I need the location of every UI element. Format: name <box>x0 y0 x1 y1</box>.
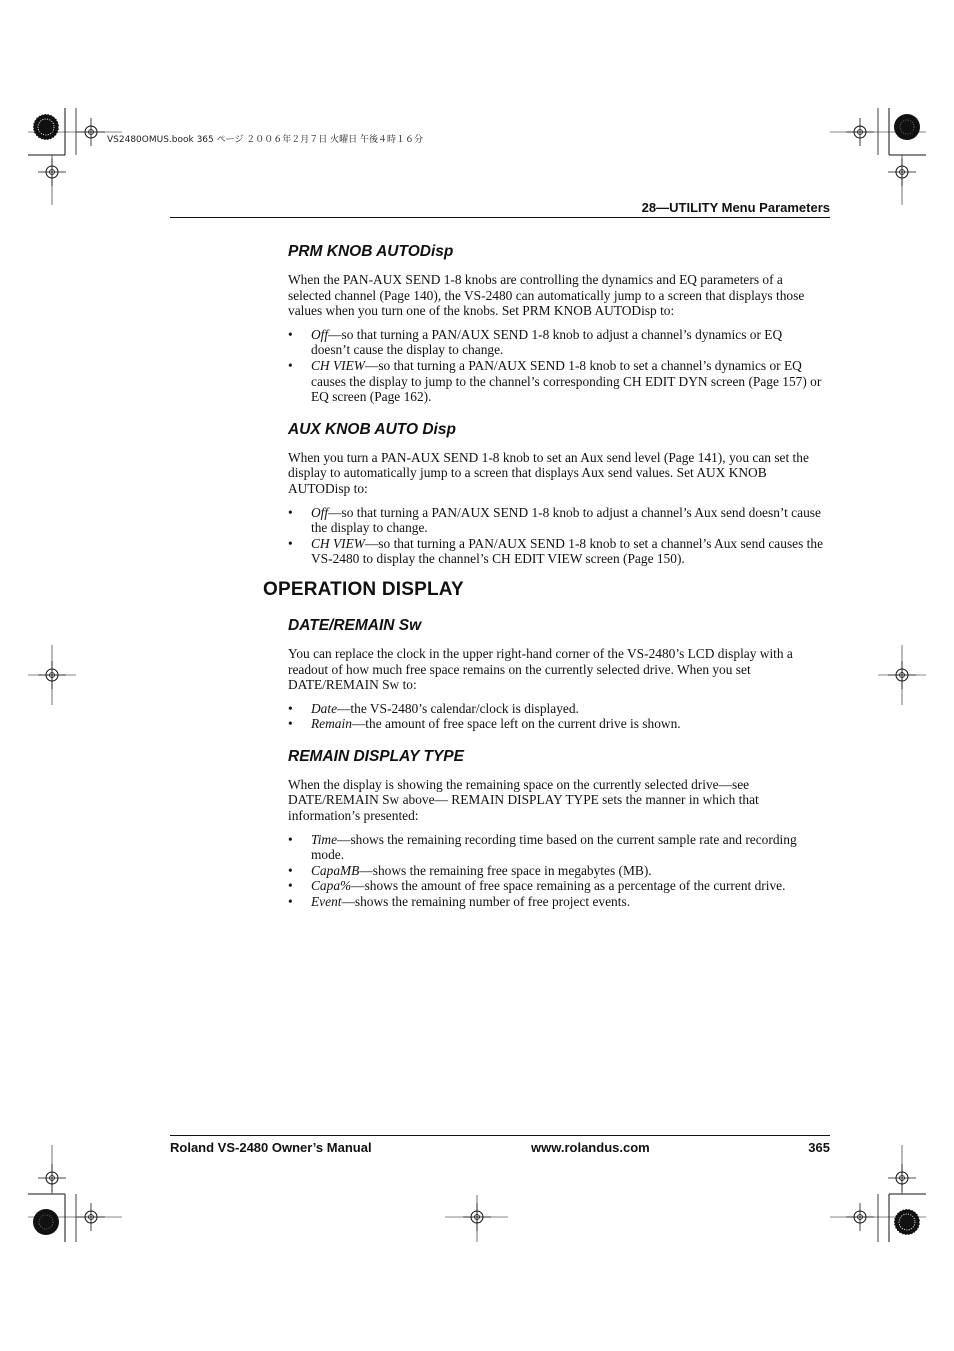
item-text: —shows the amount of free space remaining as a percentage of the current drive. <box>351 878 786 894</box>
section-title: AUX KNOB AUTO Disp <box>288 420 456 438</box>
bullet-glyph: • <box>288 700 293 716</box>
bullet-list <box>288 505 823 567</box>
bullet-glyph: • <box>288 504 293 520</box>
header-rule <box>170 217 830 218</box>
item-text: —so that turning a PAN/AUX SEND 1-8 knob to adjust a channel’s Aux send doesn’t cause the display to change. <box>311 504 821 536</box>
bullet-glyph: • <box>288 862 293 878</box>
registration-dot-icon <box>33 1209 59 1235</box>
chapter-heading: OPERATION DISPLAY <box>263 578 464 600</box>
bullet-glyph: • <box>288 535 293 551</box>
section-title: DATE/REMAIN Sw <box>288 616 422 634</box>
registration-star-icon <box>33 114 59 140</box>
list-item <box>288 716 823 732</box>
term: Remain <box>311 716 352 732</box>
bullet-glyph: • <box>288 357 293 373</box>
running-head: 28—UTILITY Menu Parameters <box>641 200 830 215</box>
term: Off <box>311 504 329 520</box>
list-item <box>288 894 823 910</box>
item-text: —the VS-2480’s calendar/clock is displayed. <box>337 700 579 716</box>
paragraph: When the PAN-AUX SEND 1-8 knobs are controlling the dynamics and EQ parameters of a selected channel (Page 140), the VS-2480 can automatically jump to a screen that displays those values when you turn one of the knobs. Set PRM KNOB AUTODisp to: <box>288 272 805 319</box>
term: Off <box>311 326 329 342</box>
list-item <box>288 863 823 879</box>
item-text: —shows the remaining number of free project events. <box>341 894 631 910</box>
list-item <box>288 832 823 863</box>
term: Time <box>311 831 338 847</box>
item-text: —shows the remaining recording time based on the current sample rate and recording mode. <box>311 831 797 863</box>
item-text: —so that turning a PAN/AUX SEND 1-8 knob to adjust a channel’s dynamics or EQ doesn’t cause the display to change. <box>311 326 783 358</box>
page-number: 365 <box>808 1140 830 1155</box>
section-title: REMAIN DISPLAY TYPE <box>288 747 464 765</box>
list-item <box>288 327 823 358</box>
paragraph: When you turn a PAN-AUX SEND 1-8 knob to set an Aux send level (Page 141), you can set the display to automatically jump to a screen that displays Aux send values. Set AUX KNOB AUTODisp to: <box>288 449 809 496</box>
item-text: —so that turning a PAN/AUX SEND 1-8 knob to set a channel’s Aux send causes the VS-2480 to display the channel’s CH EDIT VIEW screen (Page 150). <box>311 535 824 567</box>
footer-website: www.rolandus.com <box>531 1140 650 1155</box>
page-content <box>263 243 823 926</box>
list-item <box>288 701 823 717</box>
item-text: —shows the remaining free space in megabytes (MB). <box>359 862 652 878</box>
footer-manual-title: Roland VS-2480 Owner’s Manual <box>170 1140 372 1155</box>
paragraph: When the display is showing the remaining space on the currently selected drive—see DATE/REMAIN Sw above— REMAIN DISPLAY TYPE sets the manner in which that information’s presented: <box>288 776 759 824</box>
section-aux-knob <box>288 421 823 567</box>
term: CH VIEW <box>311 357 365 373</box>
section-prm-knob <box>288 243 823 405</box>
item-text: —the amount of free space left on the current drive is shown. <box>351 716 681 732</box>
footer-rule <box>170 1135 830 1136</box>
term: Date <box>311 700 338 716</box>
bullet-glyph: • <box>288 716 293 732</box>
bullet-list <box>288 832 823 910</box>
list-item <box>288 536 823 567</box>
term: Capa% <box>311 878 352 894</box>
list-item <box>288 358 823 405</box>
list-item <box>288 878 823 894</box>
term: Event <box>311 894 342 910</box>
item-text: —so that turning a PAN/AUX SEND 1-8 knob to set a channel’s dynamics or EQ causes the display to jump to the channel’s corresponding CH EDIT DYN screen (Page 157) or EQ screen (Page 162). <box>311 357 822 405</box>
bullet-glyph: • <box>288 894 293 910</box>
registration-star-icon <box>894 1209 920 1235</box>
list-item <box>288 505 823 536</box>
bullet-glyph: • <box>288 878 293 894</box>
bullet-glyph: • <box>288 326 293 342</box>
term: CH VIEW <box>311 535 365 551</box>
bullet-list <box>288 701 823 732</box>
bullet-list <box>288 327 823 405</box>
section-date-remain <box>288 617 823 732</box>
term: CapaMB <box>311 862 360 878</box>
print-slug: VS2480OMUS.book 365 ページ ２００６年２月７日 火曜日 午後４時１６分 <box>107 135 424 145</box>
paragraph: You can replace the clock in the upper right-hand corner of the VS-2480’s LCD display with a readout of how much free space remains on the currently selected drive. When you set DATE/REMAIN Sw to: <box>288 645 793 693</box>
registration-dot-icon <box>894 114 920 140</box>
section-title: PRM KNOB AUTODisp <box>288 243 454 260</box>
bullet-glyph: • <box>288 831 293 847</box>
section-remain-display-type <box>288 748 823 910</box>
